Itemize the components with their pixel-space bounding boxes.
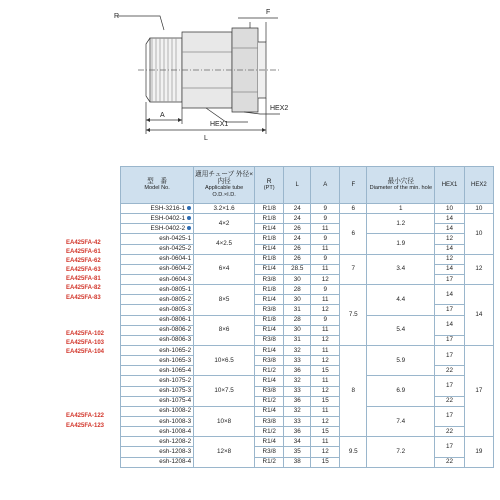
a-cell: 11 — [311, 345, 340, 355]
hex1-cell: 10 — [435, 204, 464, 214]
model-cell: esh-0805-3 — [121, 305, 194, 315]
hex2-cell: 19 — [464, 437, 493, 467]
hex1-cell: 22 — [435, 457, 464, 467]
table-row — [121, 376, 494, 386]
l-cell: 33 — [284, 386, 311, 396]
f-cell: 7 — [340, 254, 367, 284]
table-row — [121, 406, 494, 416]
a-cell: 11 — [311, 244, 340, 254]
l-cell: 28 — [284, 285, 311, 295]
r-cell: R1/4 — [255, 295, 284, 305]
header-hex1: HEX1 — [435, 167, 464, 204]
hex1-cell: 14 — [435, 244, 464, 254]
f-cell: 6 — [340, 204, 367, 214]
model-cell: esh-1075-2 — [121, 376, 194, 386]
table-row — [121, 244, 494, 254]
header-hole: 最小穴径 Diameter of the min. hole — [367, 167, 435, 204]
a-cell: 11 — [311, 376, 340, 386]
a-cell: 12 — [311, 305, 340, 315]
hex1-cell: 14 — [435, 285, 464, 305]
table-row — [121, 254, 494, 264]
hole-cell: 4.4 — [367, 285, 435, 315]
tube-cell: 8×5 — [194, 285, 255, 315]
model-cell: esh-1208-4 — [121, 457, 194, 467]
hole-cell: 5.4 — [367, 315, 435, 345]
l-cell: 24 — [284, 214, 311, 224]
l-cell: 26 — [284, 254, 311, 264]
table-row — [121, 224, 494, 234]
l-cell: 30 — [284, 274, 311, 284]
a-cell: 9 — [311, 285, 340, 295]
header-r: R (PT) — [255, 167, 284, 204]
header-f: F — [340, 167, 367, 204]
hex1-cell: 14 — [435, 264, 464, 274]
l-cell: 38 — [284, 457, 311, 467]
r-cell: R1/8 — [255, 204, 284, 214]
model-cell: esh-1065-2 — [121, 345, 194, 355]
model-cell: esh-1075-3 — [121, 386, 194, 396]
model-cell: ESH-0402-1 — [121, 214, 194, 224]
table-row — [121, 285, 494, 295]
table-row — [121, 396, 494, 406]
a-cell: 12 — [311, 335, 340, 345]
model-cell: esh-1065-4 — [121, 366, 194, 376]
model-cell: esh-1208-2 — [121, 437, 194, 447]
hole-cell: 7.4 — [367, 406, 435, 436]
r-cell: R3/8 — [255, 335, 284, 345]
a-cell: 15 — [311, 457, 340, 467]
ea-order-code: EA425FA-63 — [66, 267, 101, 274]
tube-cell: 4×2 — [194, 214, 255, 234]
tube-cell: 8×6 — [194, 315, 255, 345]
hex1-cell: 17 — [435, 437, 464, 457]
r-cell: R1/4 — [255, 345, 284, 355]
l-cell: 24 — [284, 234, 311, 244]
hex1-cell: 17 — [435, 335, 464, 345]
fitting-drawing — [0, 0, 500, 160]
model-cell: esh-0425-1 — [121, 234, 194, 244]
f-cell: 8 — [340, 345, 367, 436]
model-cell: esh-0806-3 — [121, 335, 194, 345]
hex2-label: HEX2 — [270, 105, 289, 112]
hex2-cell: 17 — [464, 345, 493, 436]
a-cell: 15 — [311, 396, 340, 406]
table-row — [121, 274, 494, 284]
r-cell: R1/2 — [255, 427, 284, 437]
ea-order-code: EA425FA-61 — [66, 248, 101, 255]
model-cell: esh-1008-3 — [121, 416, 194, 426]
model-cell: ESH-3216-1 — [121, 204, 194, 214]
r-cell: R3/8 — [255, 274, 284, 284]
a-cell: 15 — [311, 366, 340, 376]
a-cell: 9 — [311, 234, 340, 244]
model-cell: esh-1008-4 — [121, 427, 194, 437]
l-cell: 31 — [284, 335, 311, 345]
table-row — [121, 204, 494, 214]
r-cell: R3/8 — [255, 356, 284, 366]
model-cell: esh-0604-2 — [121, 264, 194, 274]
l-cell: 36 — [284, 396, 311, 406]
l-cell: 26 — [284, 244, 311, 254]
f-cell: 7.5 — [340, 285, 367, 346]
f-label: F — [266, 9, 271, 16]
a-cell: 11 — [311, 325, 340, 335]
l-cell: 28.5 — [284, 264, 311, 274]
ea-order-code: EA425FA-122 — [66, 413, 105, 420]
a-cell: 15 — [311, 427, 340, 437]
hole-cell: 3.4 — [367, 254, 435, 284]
hole-cell: 6.9 — [367, 376, 435, 406]
ea-order-code: EA425FA-82 — [66, 285, 101, 292]
r-cell: R1/2 — [255, 366, 284, 376]
table-row — [121, 437, 494, 447]
hex2-cell: 14 — [464, 285, 493, 346]
model-cell: esh-0425-2 — [121, 244, 194, 254]
l-cell: 33 — [284, 356, 311, 366]
hex1-cell: 14 — [435, 224, 464, 234]
r-cell: R1/4 — [255, 376, 284, 386]
model-cell: esh-0805-2 — [121, 295, 194, 305]
hex1-cell: 17 — [435, 274, 464, 284]
tube-cell: 3.2×1.6 — [194, 204, 255, 214]
a-cell: 9 — [311, 204, 340, 214]
tube-cell: 4×2.5 — [194, 234, 255, 254]
r-cell: R1/4 — [255, 224, 284, 234]
l-cell: 28 — [284, 315, 311, 325]
r-cell: R1/8 — [255, 285, 284, 295]
l-cell: 31 — [284, 305, 311, 315]
model-cell: esh-0604-1 — [121, 254, 194, 264]
a-cell: 9 — [311, 315, 340, 325]
hex1-cell: 17 — [435, 376, 464, 396]
l-cell: 32 — [284, 376, 311, 386]
header-hex2: HEX2 — [464, 167, 493, 204]
l-cell: 36 — [284, 427, 311, 437]
tube-cell: 6×4 — [194, 254, 255, 284]
table-row — [121, 214, 494, 224]
r-cell: R1/4 — [255, 264, 284, 274]
model-cell: esh-1208-3 — [121, 447, 194, 457]
ea-order-code: EA425FA-102 — [66, 331, 105, 338]
a-cell: 9 — [311, 214, 340, 224]
model-cell: esh-1075-4 — [121, 396, 194, 406]
l-cell: 26 — [284, 224, 311, 234]
l-cell: 35 — [284, 447, 311, 457]
tube-cell: 10×8 — [194, 406, 255, 436]
l-cell: 30 — [284, 325, 311, 335]
r-cell: R1/4 — [255, 406, 284, 416]
tube-cell: 12×8 — [194, 437, 255, 467]
r-cell: R1/4 — [255, 244, 284, 254]
l-cell: 36 — [284, 366, 311, 376]
ea-order-code: EA425FA-123 — [66, 422, 105, 429]
hole-cell: 1.2 — [367, 214, 435, 234]
r-cell: R1/8 — [255, 234, 284, 244]
r-cell: R3/8 — [255, 416, 284, 426]
r-cell: R3/8 — [255, 386, 284, 396]
header-a: A — [311, 167, 340, 204]
r-cell: R1/8 — [255, 214, 284, 224]
a-cell: 11 — [311, 295, 340, 305]
a-cell: 11 — [311, 437, 340, 447]
ea-order-code: EA425FA-81 — [66, 276, 101, 283]
r-cell: R1/2 — [255, 396, 284, 406]
hex1-cell: 14 — [435, 214, 464, 224]
hex1-cell: 17 — [435, 406, 464, 426]
hole-cell: 1.9 — [367, 234, 435, 254]
a-cell: 12 — [311, 416, 340, 426]
r-cell: R3/8 — [255, 305, 284, 315]
ea-order-code: EA425FA-83 — [66, 294, 101, 301]
r-label: R — [114, 13, 120, 20]
r-cell: R3/8 — [255, 447, 284, 457]
hole-cell: 5.9 — [367, 345, 435, 375]
model-dot-icon — [187, 216, 191, 220]
l-cell: 34 — [284, 437, 311, 447]
hex1-cell: 17 — [435, 305, 464, 315]
l-cell: 24 — [284, 204, 311, 214]
r-cell: R1/4 — [255, 325, 284, 335]
r-cell: R1/8 — [255, 315, 284, 325]
table-row — [121, 264, 494, 274]
model-cell: ESH-0402-2 — [121, 224, 194, 234]
l-cell: 32 — [284, 406, 311, 416]
ea-order-code: EA425FA-42 — [66, 239, 101, 246]
hex1-cell: 14 — [435, 315, 464, 335]
hex1-cell: 22 — [435, 396, 464, 406]
model-cell: esh-0604-3 — [121, 274, 194, 284]
a-cell: 11 — [311, 224, 340, 234]
table-row — [121, 234, 494, 244]
hex1-label: HEX1 — [210, 121, 229, 128]
model-cell: esh-1065-3 — [121, 356, 194, 366]
a-cell: 11 — [311, 406, 340, 416]
l-label: L — [204, 135, 208, 142]
tube-cell: 10×6.5 — [194, 345, 255, 375]
table-row — [121, 345, 494, 355]
l-cell: 33 — [284, 416, 311, 426]
model-cell: esh-0806-1 — [121, 315, 194, 325]
header-l: L — [284, 167, 311, 204]
model-cell: esh-0805-1 — [121, 285, 194, 295]
l-cell: 30 — [284, 295, 311, 305]
a-cell: 11 — [311, 264, 340, 274]
hex1-cell: 12 — [435, 234, 464, 244]
f-cell: 9.5 — [340, 437, 367, 467]
hole-cell: 7.2 — [367, 437, 435, 467]
hex1-cell: 12 — [435, 254, 464, 264]
l-cell: 32 — [284, 345, 311, 355]
ea-order-code: EA425FA-104 — [66, 349, 105, 356]
spec-table — [120, 166, 494, 468]
model-cell: esh-0806-2 — [121, 325, 194, 335]
a-cell: 9 — [311, 254, 340, 264]
a-cell: 12 — [311, 356, 340, 366]
a-label: A — [160, 112, 165, 119]
a-cell: 12 — [311, 386, 340, 396]
hex2-cell: 12 — [464, 254, 493, 284]
f-cell: 6 — [340, 214, 367, 255]
hex2-cell: 10 — [464, 214, 493, 255]
ea-order-code: EA425FA-103 — [66, 340, 105, 347]
table-row — [121, 427, 494, 437]
a-cell: 12 — [311, 274, 340, 284]
header-model: 型 番 Model No. — [121, 167, 194, 204]
table-row — [121, 315, 494, 325]
r-cell: R1/2 — [255, 457, 284, 467]
model-dot-icon — [187, 206, 191, 210]
table-row — [121, 305, 494, 315]
r-cell: R1/8 — [255, 254, 284, 264]
hex1-cell: 22 — [435, 427, 464, 437]
r-cell: R1/4 — [255, 437, 284, 447]
ea-order-code: EA425FA-62 — [66, 257, 101, 264]
table-row — [121, 457, 494, 467]
table-row — [121, 366, 494, 376]
tube-cell: 10×7.5 — [194, 376, 255, 406]
hex1-cell: 17 — [435, 345, 464, 365]
hex2-cell: 10 — [464, 204, 493, 214]
hole-cell: 1 — [367, 204, 435, 214]
model-cell: esh-1008-2 — [121, 406, 194, 416]
a-cell: 12 — [311, 447, 340, 457]
model-dot-icon — [187, 226, 191, 230]
table-row — [121, 335, 494, 345]
hex1-cell: 22 — [435, 366, 464, 376]
header-tube: 適用チューブ 外径×内径 Applicable tube O.D.×I.D. — [194, 167, 255, 204]
